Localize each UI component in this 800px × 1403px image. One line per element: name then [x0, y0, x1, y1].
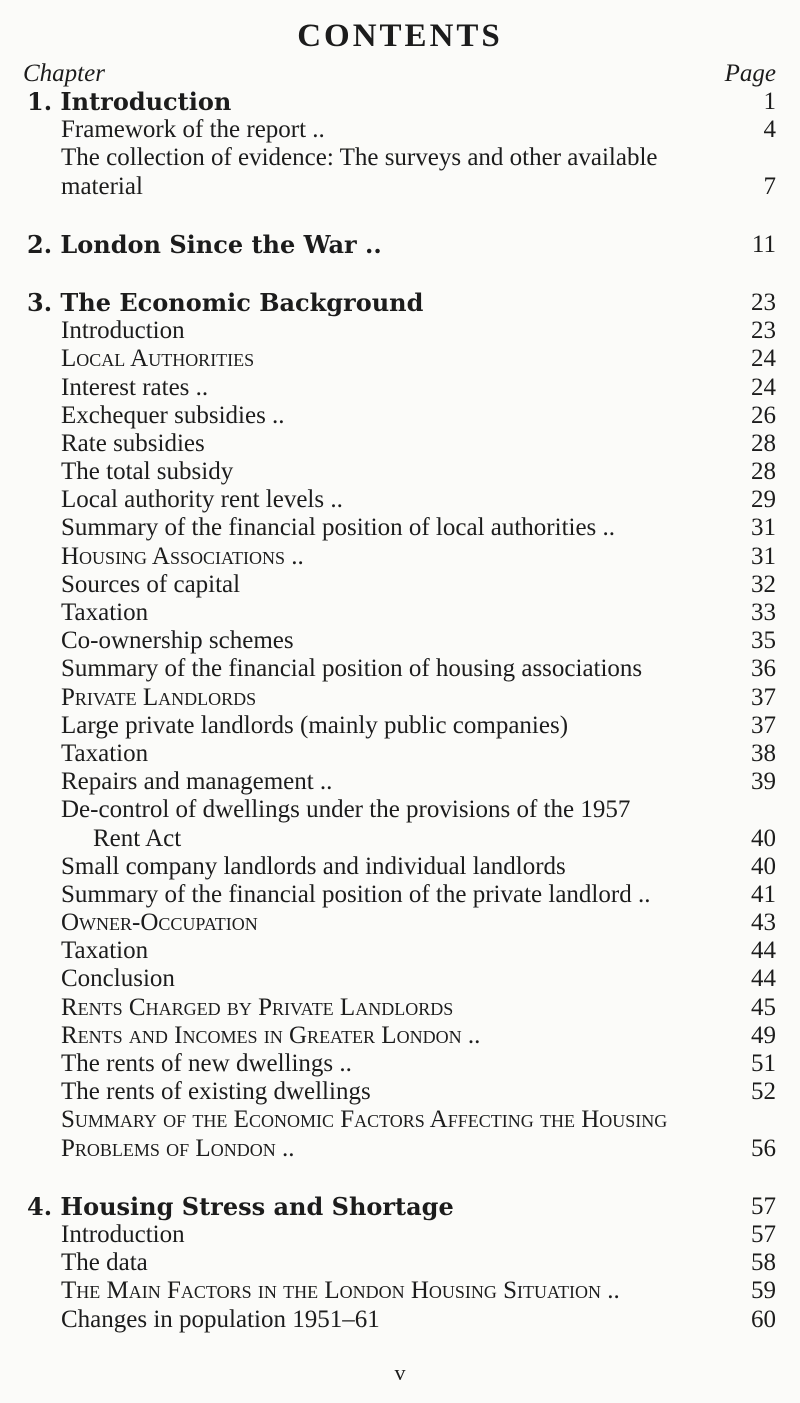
toc-entry-page: 31	[751, 514, 776, 542]
toc-entry-page: 40	[751, 824, 776, 852]
toc-entry	[0, 965, 800, 993]
chapter-column-header: Chapter	[23, 60, 105, 87]
toc-entry	[0, 627, 800, 655]
toc-entry-title: 2. London Since the War ..	[27, 229, 382, 259]
toc-entry-title: Rent Act	[93, 824, 182, 852]
toc-entry-page: 36	[751, 655, 776, 683]
toc-entry-page: 41	[751, 880, 776, 908]
toc-entry-title: Housing Associations ..	[61, 542, 304, 570]
toc-entry-title: Interest rates ..	[61, 373, 209, 401]
toc-entry	[0, 937, 800, 965]
toc-entry-page: 37	[751, 683, 776, 711]
page-column-header: Page	[724, 60, 776, 87]
toc-entry-page: 60	[751, 1305, 776, 1333]
toc-entry-title: Taxation	[61, 739, 149, 767]
toc-entry-title: Summary of the financial position of housing associations	[61, 655, 643, 683]
toc-entry-page: 51	[751, 1050, 776, 1077]
toc-entry	[0, 345, 800, 373]
toc-entry-title: Rents Charged by Private Landlords	[61, 993, 454, 1021]
toc-entry	[0, 712, 800, 740]
toc-entry-title: The rents of existing dwellings	[61, 1078, 371, 1106]
toc-entry	[0, 1306, 800, 1334]
toc-entry-page: 40	[751, 852, 776, 880]
toc-entry-title: The collection of evidence: The surveys and other available	[61, 144, 658, 172]
toc-entry-title: Exchequer subsidies ..	[61, 401, 285, 429]
toc-entry	[0, 1078, 800, 1106]
toc-entry-title: 4. Housing Stress and Shortage	[27, 1191, 454, 1221]
toc-entry-title: Private Landlords	[61, 683, 257, 711]
toc-entry-page: 37	[751, 711, 776, 739]
toc-entry-page: 1	[763, 88, 776, 115]
toc-entry-title: Repairs and management ..	[61, 768, 333, 796]
toc-entry	[0, 684, 800, 712]
toc-entry-title: The data	[61, 1249, 148, 1277]
toc-entry-title: Summary of the Economic Factors Affecting the Housing	[61, 1106, 668, 1134]
toc-entry	[0, 1135, 800, 1163]
toc-entry-page: 31	[751, 542, 776, 570]
toc-entry	[0, 88, 800, 116]
toc-list	[0, 88, 800, 1334]
toc-entry-page: 32	[751, 570, 776, 598]
toc-entry-title: The rents of new dwellings ..	[61, 1050, 352, 1077]
toc-entry-page: 44	[751, 937, 776, 965]
toc-entry	[0, 430, 800, 458]
page-number-footer: v	[394, 1360, 406, 1385]
page-title: CONTENTS	[297, 18, 503, 54]
toc-entry-title: 3. The Economic Background	[27, 287, 424, 317]
toc-entry-page: 26	[751, 401, 776, 429]
toc-entry-title: Large private landlords (mainly public companies)	[61, 711, 569, 739]
toc-entry-page: 24	[751, 345, 776, 373]
toc-entry-title: Introduction	[61, 1220, 185, 1248]
toc-entry	[0, 1221, 800, 1249]
toc-entry	[0, 571, 800, 599]
toc-entry	[0, 514, 800, 542]
toc-entry	[0, 173, 800, 201]
toc-entry-title: Introduction	[61, 317, 185, 345]
toc-entry-title: Co-ownership schemes	[61, 627, 294, 655]
toc-entry-title: Rate subsidies	[61, 429, 205, 457]
toc-entry-title: Summary of the financial position of the private landlord ..	[61, 880, 651, 908]
toc-entry-page: 23	[751, 288, 776, 316]
toc-entry	[0, 289, 800, 317]
toc-entry	[0, 994, 800, 1022]
toc-entry-title: De-control of dwellings under the provisions of the 1957	[61, 796, 631, 824]
toc-entry	[0, 543, 800, 571]
toc-entry-page: 57	[751, 1192, 776, 1220]
toc-entry-title: The total subsidy	[61, 458, 234, 486]
toc-entry-page: 59	[751, 1277, 776, 1305]
toc-entry	[0, 116, 800, 144]
toc-entry-page: 57	[751, 1220, 776, 1248]
toc-entry-page: 29	[751, 486, 776, 514]
toc-entry-title: Summary of the financial position of local authorities ..	[61, 514, 616, 542]
toc-entry-page: 49	[751, 1021, 776, 1049]
toc-entry	[0, 1277, 800, 1305]
toc-entry-title: Taxation	[61, 937, 149, 965]
toc-entry-page: 28	[751, 429, 776, 457]
toc-entry	[0, 599, 800, 627]
toc-entry	[0, 458, 800, 486]
toc-entry-title: Local authority rent levels ..	[61, 486, 343, 514]
toc-entry-title: Small company landlords and individual landlords	[61, 852, 566, 880]
toc-entry-title: Changes in population 1951–61	[61, 1305, 380, 1333]
toc-entry	[0, 853, 800, 881]
toc-entry-title: Owner-Occupation	[61, 909, 258, 937]
toc-entry-page: 58	[751, 1249, 776, 1277]
toc-entry-title: Taxation	[61, 599, 149, 626]
toc-entry	[0, 1022, 800, 1050]
toc-entry-page: 23	[751, 317, 776, 345]
toc-entry-page: 33	[751, 599, 776, 626]
toc-entry-page: 44	[751, 965, 776, 993]
toc-entry	[0, 374, 800, 402]
toc-entry-page: 38	[751, 739, 776, 767]
toc-entry	[0, 825, 800, 853]
toc-entry-page: 7	[763, 172, 776, 200]
toc-entry	[0, 881, 800, 909]
toc-entry-title: Conclusion	[61, 965, 175, 993]
toc-entry	[0, 317, 800, 345]
toc-entry	[0, 768, 800, 796]
toc-entry	[0, 1193, 800, 1221]
toc-entry-title: Sources of capital	[61, 570, 241, 598]
toc-entry	[0, 796, 800, 824]
toc-entry-page: 43	[751, 909, 776, 937]
toc-entry	[0, 231, 800, 259]
toc-entry-title: 1. Introduction	[27, 87, 232, 116]
toc-entry-title: Local Authorities	[61, 345, 255, 373]
toc-entry-page: 28	[751, 458, 776, 486]
toc-entry-page: 39	[751, 768, 776, 796]
toc-entry-page: 52	[751, 1078, 776, 1106]
toc-entry-page: 35	[751, 627, 776, 655]
toc-entry-title: material	[61, 172, 143, 200]
toc-entry-page: 11	[751, 230, 776, 258]
toc-entry-title: Rents and Incomes in Greater London ..	[61, 1021, 481, 1049]
toc-entry-title: Framework of the report ..	[61, 116, 325, 144]
toc-entry-page: 4	[763, 116, 776, 144]
toc-entry	[0, 740, 800, 768]
toc-entry	[0, 909, 800, 937]
toc-entry	[0, 655, 800, 683]
toc-entry	[0, 486, 800, 514]
toc-entry-page: 45	[751, 993, 776, 1021]
toc-entry	[0, 1249, 800, 1277]
toc-entry	[0, 402, 800, 430]
toc-entry-title: Problems of London ..	[61, 1134, 295, 1162]
toc-entry-title: The Main Factors in the London Housing Situation ..	[61, 1277, 620, 1305]
toc-entry-page: 24	[751, 373, 776, 401]
toc-entry	[0, 1050, 800, 1078]
toc-entry	[0, 144, 800, 172]
toc-entry	[0, 1106, 800, 1134]
toc-entry-page: 56	[751, 1134, 776, 1162]
